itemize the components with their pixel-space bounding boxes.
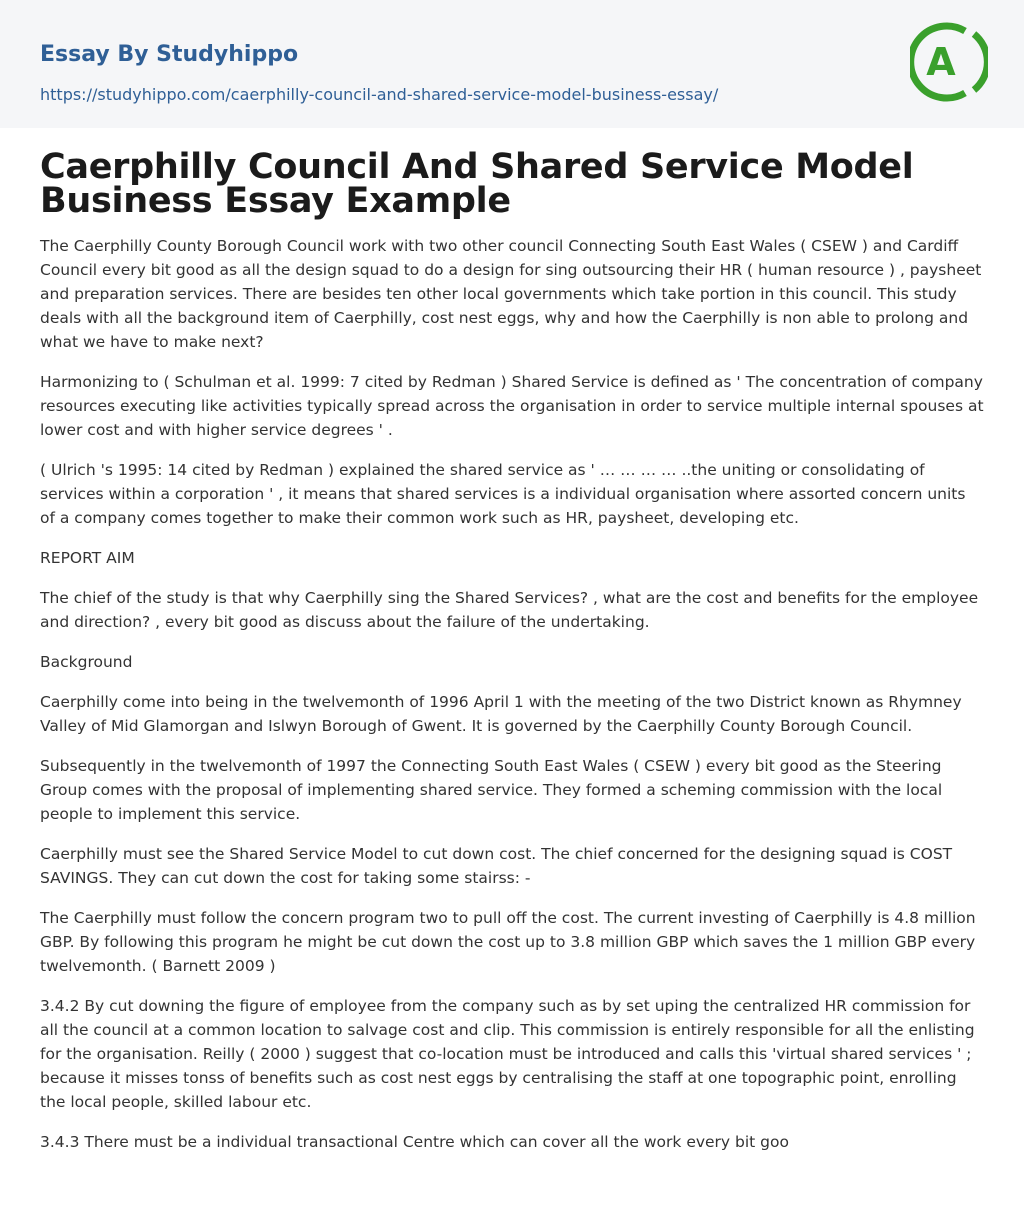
section-heading-background: Background <box>40 653 133 671</box>
essay-paragraph: The chief of the study is that why Caerphilly sing the Shared Services? , what are the cost and benefits for the employee and direction? , every bit good as discuss about the failure of the undertaking. <box>40 589 979 631</box>
essay-paragraph: Caerphilly must see the Shared Service Model to cut down cost. The chief concerned for the designing squad is COST SAVINGS. They can cut down the cost for taking some stairss: - <box>40 845 953 887</box>
essay-paragraph: The Caerphilly must follow the concern program two to pull off the cost. The current investing of Caerphilly is 4.8 million GBP. By following this program he might be cut down the cost up to 3.8 million GBP which saves the 1 million GBP every twelvemonth. ( Barnett 2009 ) <box>40 909 976 975</box>
essay-title: Caerphilly Council And Shared Service Model Business Essay Example <box>40 147 914 221</box>
site-header <box>0 0 1024 128</box>
source-url-link[interactable]: https://studyhippo.com/caerphilly-council-and-shared-service-model-business-essay/ <box>40 85 719 104</box>
essay-paragraph: The Caerphilly County Borough Council work with two other council Connecting South East Wales ( CSEW ) and Cardiff Council every bit good as all the design squad to do a design for sing outsourcing their HR ( human resource ) , paysheet and preparation services. There are besides ten other local governments which take portion in this council. This study deals with all the background item of Caerphilly, cost nest eggs, why and how the Caerphilly is non able to prolong and what we have to make next? <box>40 237 982 351</box>
studyhippo-logo-icon <box>910 18 988 106</box>
essay-paragraph: ( Ulrich 's 1995: 14 cited by Redman ) explained the shared service as ' … … … … ..the uniting or consolidating of services within a corporation ' , it means that shared services is a individual organisation where assorted concern units of a company comes together to make their common work such as HR, paysheet, developing etc. <box>40 461 966 527</box>
essay-paragraph: Caerphilly come into being in the twelvemonth of 1996 April 1 with the meeting of the two District known as Rhymney Valley of Mid Glamorgan and Islwyn Borough of Gwent. It is governed by the Caerphilly County Borough Council. <box>40 693 962 735</box>
essay-paragraph: 3.4.3 There must be a individual transactional Centre which can cover all the work every bit goo <box>40 1133 789 1151</box>
brand-title: Essay By Studyhippo <box>40 42 299 67</box>
essay-paragraph: 3.4.2 By cut downing the figure of employee from the company such as by set uping the centralized HR commission for all the council at a common location to salvage cost and clip. This commission is entirely responsible for all the enlisting for the organisation. Reilly ( 2000 ) suggest that co-location must be introduced and calls this 'virtual shared services ' ; because it misses tonss of benefits such as cost nest eggs by centralising the staff at one topographic point, enrolling the local people, skilled labour etc. <box>40 997 975 1111</box>
essay-body <box>40 234 984 1154</box>
essay-main <box>0 147 1024 1154</box>
logo-letter: A <box>926 40 956 84</box>
essay-paragraph: Harmonizing to ( Schulman et al. 1999: 7 cited by Redman ) Shared Service is defined as ' The concentration of company resources executing like activities typically spread across the organisation in order to service multiple internal spouses at lower cost and with higher service degrees ' . <box>40 373 984 439</box>
essay-paragraph: Subsequently in the twelvemonth of 1997 the Connecting South East Wales ( CSEW ) every bit good as the Steering Group comes with the proposal of implementing shared service. They formed a scheming commission with the local people to implement this service. <box>40 757 943 823</box>
section-heading-report-aim: REPORT AIM <box>40 549 135 567</box>
